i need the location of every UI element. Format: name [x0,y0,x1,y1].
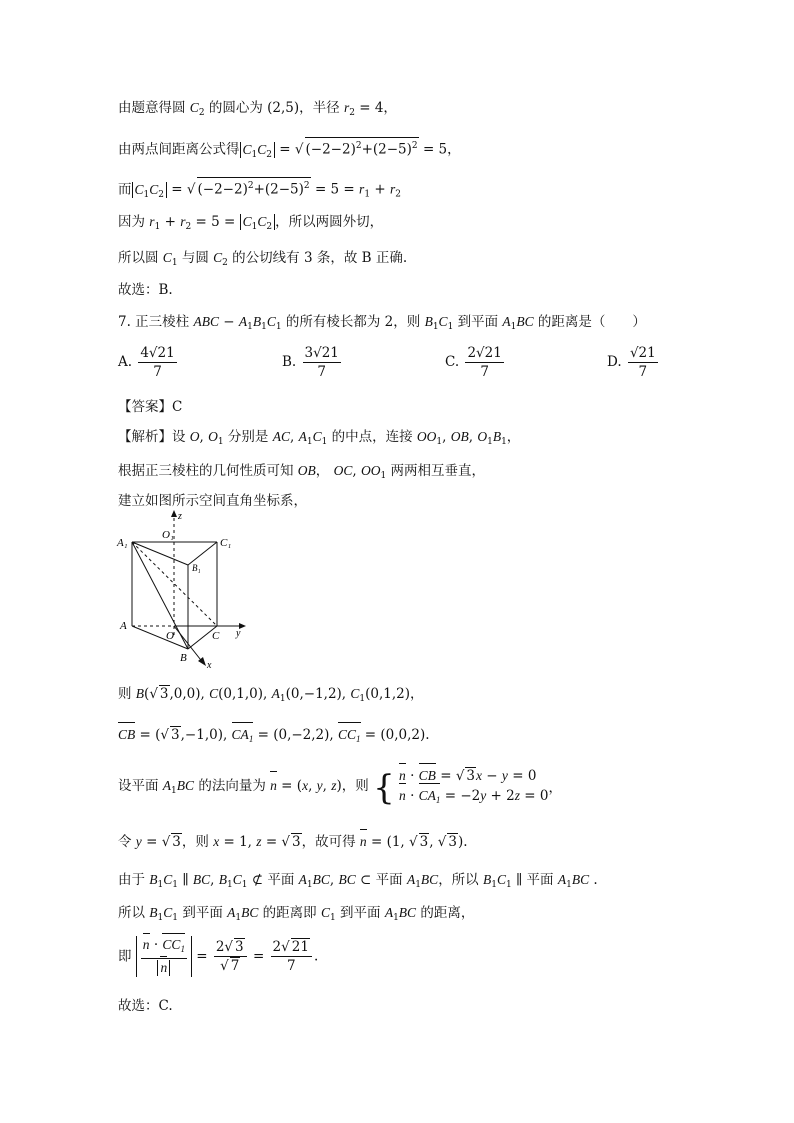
final-prefix: 即 [118,948,132,965]
prism-figure [112,508,262,670]
option-a [118,344,179,381]
line-distance-formula: 由两点间距离公式得 $C_1C_2$ = √ $(-2-2)^2+(2-5)^2 = 5$， [118,137,461,165]
line-distance-sum: 而 $C_1C_2$ = √ $(-2-2)^2+(2-5)^2 = 5 = r_1 + r_2$ [118,177,401,205]
label-a: A [120,620,127,632]
option-a-label: A. [118,354,133,370]
option-a-numerator: 4√21 [140,345,175,361]
analysis-perpendicular: 根据正三棱柱的几何性质可知 OB， OC, $OO_1$ 两两相互垂直， [118,463,485,481]
question-7: 7. 正三棱柱 ABC − $A_1B_1C_1$ 的所有棱长都为 2，则 $B_1C_1$ 到平面 $A_1BC$ 的距离是（ ） [118,314,646,332]
option-a-denominator: 7 [153,364,162,380]
label-b: B [180,652,187,664]
option-c-label: C. [445,354,460,370]
distance-prefix: 由两点间距离公式得 [118,141,240,158]
option-b-denominator: 7 [317,364,326,380]
distance-equivalence-line: 所以 $B_1C_1$ 到平面 $A_1BC$ 的距离即 $C_1$ 到平面 $A_1BC$ 的距离， [118,905,475,923]
label-c1: C₁ [220,537,232,549]
answer-line: 【答案】C [118,399,183,415]
label-b1: B₁ [192,563,201,573]
line-choice-b: 故选：B. [118,282,173,298]
label-o: O [166,630,174,642]
analysis-line: 【解析】设 O, $O_1$ 分别是 AC, $A_1C_1$ 的中点，连接 $OO_1$, OB, $O_1B_1$， [118,429,521,447]
label-z: z [178,511,182,522]
option-b-numerator: 3√21 [304,345,339,361]
let-line: 令 y = √ 3，则 x = 1, z = √ 3，故可得 n = (1, √ 3, √ 3). [118,834,468,850]
line-common-tangents: 所以圆 $C_1$ 与圆 $C_2$ 的公切线有 3 条，故 B 正确. [118,250,408,268]
coords-line: 则 B(√ 3,0,0), C(0,1,0), $A_1(0,-1,2)$, $C_1(0,1,2)$， [118,686,424,704]
parallel-line: 由于 $B_1C_1$ ∥ BC, $B_1C_1$ ⊄ 平面 $A_1BC$, BC ⊂ 平面 $A_1BC$，所以 $B_1C_1$ ∥ 平面 $A_1BC$ . [118,872,598,890]
option-d-numerator: √21 [629,345,656,361]
label-o1: O₁ [162,529,174,541]
option-c-denominator: 7 [480,364,489,380]
option-c-numerator: 2√21 [467,345,502,361]
normal-vector-line: 设平面 $A_1BC$ 的法向量为 n = (x, y, z)，则 { n · CB = √ 3x − y = 0 $n \cdot CA_1 = -2y + 2z = 0$ ， [118,768,562,808]
label-a1: A₁ [117,537,128,549]
option-c [445,344,506,381]
option-d-label: D. [607,354,622,370]
system-brace: { [373,768,395,808]
final-calculation: 即 $\frac{n \cdot CC_1}{n}$ = $\frac{2√ 3}{√ 7}$ = $\frac{2√ 21}{7}$ . [118,937,319,975]
vectors-line: CB = (√ 3,−1,0), $CA_1 = (0,-2,2)$, $CC_1 = (0,0,2)$. [118,725,430,749]
option-d-denominator: 7 [638,364,648,380]
since-prefix: 而 [118,181,132,198]
label-c: C [212,630,220,642]
normal-system: n · CB = √ 3x − y = 0 $n \cdot CA_1 = -2y + 2z = 0$ [399,766,548,810]
label-y: y [236,628,241,639]
label-x: x [207,660,212,670]
option-b-label: B. [282,354,297,370]
option-b [282,344,343,381]
line-circle-center: 由题意得圆 $C_2$ 的圆心为 (2,5)，半径 $r_2 = 4$， [118,100,397,118]
choice-c-line: 故选：C. [118,998,173,1014]
line-tangent: 因为 $r_1 + r_2 = 5 = C_1C_2$ ，所以两圆外切， [118,214,384,232]
option-d [607,344,660,381]
analysis-coord-system: 建立如图所示空间直角坐标系， [118,493,307,509]
